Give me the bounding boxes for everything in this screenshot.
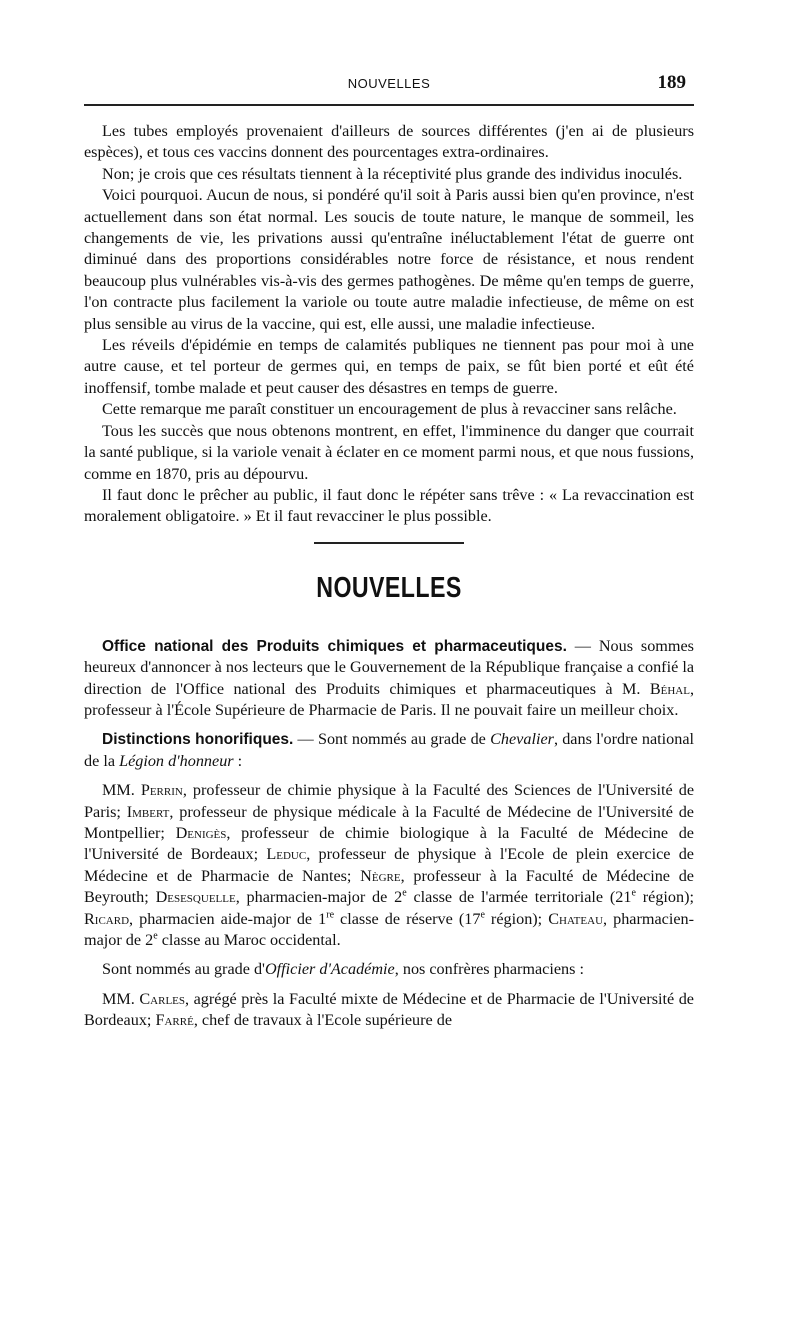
- paragraph: Il faut donc le prêcher au public, il faut donc le répéter sans trêve : « La revaccination est moralement obligatoire. » Et il faut revacciner le plus possible.: [84, 485, 694, 526]
- person-name: Nègre: [360, 866, 401, 885]
- news-heading: Office national des Produits chimiques et pharmaceutiques.: [102, 637, 567, 655]
- person-name: Béhal: [649, 679, 690, 698]
- section-divider: [314, 542, 464, 544]
- person-name: Carles: [139, 989, 186, 1008]
- person-name: Leduc: [266, 845, 307, 864]
- section-title: NOUVELLES: [316, 571, 462, 604]
- person-name: Perrin: [140, 781, 183, 800]
- news-item-office: Office national des Produits chimiques et pharmaceutiques. — Nous sommes heureux d'annoncer à nos lecteurs que le Gouvernement de la République française a confié la direction de l'Office national des Produits chimiques et pharmaceutiques à M. Béhal, professeur à l'École Supérieure de Pharmacie de Paris. Il ne pouvait faire un meilleur choix.: [84, 636, 694, 719]
- article-body: [84, 121, 694, 1032]
- paragraph: Les réveils d'épidémie en temps de calamités publiques ne tiennent pas pour moi à une autre cause, et tel porteur de germes qui, en temps de paix, se fût bien porté et eût été inoffensif, tombe malade et peut causer des désastres en temps de guerre.: [84, 336, 694, 397]
- paragraph: Voici pourquoi. Aucun de nous, si pondéré qu'il soit à Paris aussi bien qu'en province, n'est actuellement dans son état normal. Les soucis de toute nature, le manque de sommeil, les changements de vie, les privations aussi qu'entraîne inéluctablement l'état de guerre ont diminué dans des proportions considérables notre force de résistance, et nous rendent beaucoup plus vulnérables vis-à-vis des germes pathogènes. De même qu'en temps de guerre, l'on contracte plus facilement la variole ou toute autre maladie infectieuse, de même on est plus sensible au virus de la vaccine, qui est, elle aussi, une maladie infectieuse.: [84, 186, 694, 333]
- officiers-intro: Sont nommés au grade d'Officier d'Académie, nos confrères pharmaciens :: [102, 960, 584, 979]
- news-item-distinctions: Distinctions honorifiques. — Sont nommés au grade de Chevalier, dans l'ordre national de la Légion d'honneur :: [84, 730, 695, 770]
- person-name: Farré: [155, 1011, 194, 1030]
- paragraph: Tous les succès que nous obtenons montrent, en effet, l'imminence du danger que courrait la santé publique, si la variole venait à éclater en ce moment parmi nous, et que nous fussions, comme en 1870, pris au dépourvu.: [84, 421, 694, 483]
- person-name: Chateau: [548, 909, 604, 928]
- person-name: Denigès: [175, 823, 227, 842]
- news-section: [84, 636, 694, 1032]
- chevaliers-list: MM. Perrin, professeur de chimie physique à la Faculté des Sciences de l'Université de Paris; Imbert, professeur de physique médicale à la Faculté de Médecine de l'Université de Montpellier; Denigès, professeur de chimie biologique à la Faculté de Médecine de l'Université de Bordeaux; Leduc, professeur de physique à l'Ecole de plein exercice de Médecine et de Pharmacie de Nantes; Nègre, professeur à la Faculté de Médecine de Beyrouth; Desesquelle, pharmacien-major de 2e classe de l'armée territoriale (21e région); Ricard, pharmacien aide-major de 1re classe de réserve (17e région); Chateau, pharmacien-major de 2e classe au Maroc occidental.: [84, 781, 694, 949]
- paragraph: Non; je crois que ces résultats tiennent à la réceptivité plus grande des individus inoculés.: [102, 164, 683, 183]
- paragraph: Les tubes employés provenaient d'ailleurs de sources différentes (j'en ai de plusieurs espèces), et tous ces vaccins donnent des pourcentages extra-ordinaires.: [84, 122, 694, 162]
- header-rule: [84, 104, 694, 106]
- paragraph: Cette remarque me paraît constituer un encouragement de plus à revacciner sans relâche.: [102, 400, 677, 419]
- academie-list: MM. Carles, agrégé près la Faculté mixte de Médecine et de Pharmacie de l'Université de Bordeaux; Farré, chef de travaux à l'Ecole supérieure de: [84, 989, 694, 1030]
- news-heading: Distinctions honorifiques.: [102, 731, 294, 749]
- person-name: Imbert: [126, 802, 170, 821]
- person-name: Desesquelle: [155, 888, 236, 907]
- person-name: Ricard: [84, 909, 130, 928]
- running-title: NOUVELLES: [347, 76, 431, 91]
- page-number: 189: [657, 72, 686, 93]
- page-header: [84, 72, 694, 96]
